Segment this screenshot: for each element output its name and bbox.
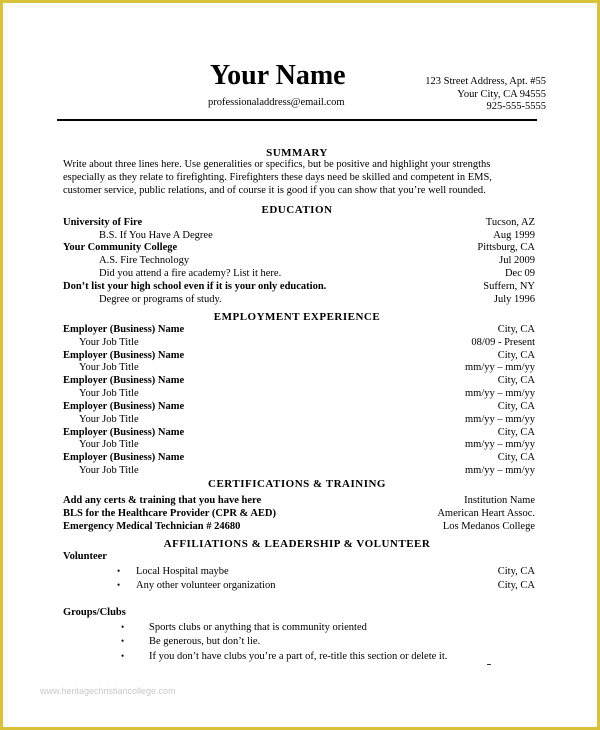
volunteer-location: City, CA: [497, 566, 535, 577]
phone-number: 925-555-5555: [486, 101, 546, 112]
bullet-icon: •: [121, 651, 125, 661]
employment-row: [63, 388, 535, 401]
employment-row: [63, 414, 535, 427]
certification-row: [63, 508, 535, 521]
employer-name: Employer (Business) Name: [63, 324, 185, 335]
volunteer-organization: Any other volunteer organization: [136, 580, 276, 591]
education-degree: Degree or programs of study.: [99, 294, 222, 305]
education-heading: EDUCATION: [261, 204, 333, 216]
job-dates: mm/yy – mm/yy: [464, 465, 535, 476]
education-degree: Did you attend a fire academy? List it here.: [99, 268, 282, 279]
summary-line-1: Write about three lines here. Use generalities or specifics, but be positive and highlight your strengths: [63, 159, 491, 170]
job-dates: 08/09 - Present: [471, 337, 535, 348]
job-title: Your Job Title: [79, 414, 139, 425]
certification-row: [63, 495, 535, 508]
certification-name: Add any certs & training that you have here: [63, 495, 262, 506]
job-dates: mm/yy – mm/yy: [464, 388, 535, 399]
employment-row: [63, 337, 535, 350]
education-school: Your Community College: [63, 242, 178, 253]
bullet-icon: •: [121, 622, 125, 632]
education-date: July 1996: [493, 294, 535, 305]
job-title: Your Job Title: [79, 465, 139, 476]
education-school: University of Fire: [63, 217, 143, 228]
education-row: [63, 255, 535, 268]
employment-row: [63, 401, 535, 414]
education-school: Don’t list your high school even if it is your only education.: [63, 281, 327, 292]
job-dates: mm/yy – mm/yy: [464, 414, 535, 425]
employment-heading: EMPLOYMENT EXPERIENCE: [213, 311, 381, 323]
education-date: Dec 09: [504, 268, 535, 279]
employer-name: Employer (Business) Name: [63, 427, 185, 438]
header-divider: [57, 119, 537, 121]
certification-row: [63, 521, 535, 534]
education-date: Jul 2009: [499, 255, 535, 266]
stray-mark: [487, 664, 491, 665]
job-title: Your Job Title: [79, 388, 139, 399]
city-state-zip: Your City, CA 94555: [457, 89, 546, 100]
certification-name: Emergency Medical Technician # 24680: [63, 521, 241, 532]
employer-name: Employer (Business) Name: [63, 350, 185, 361]
certification-institution: Institution Name: [464, 495, 535, 506]
education-row: [63, 268, 535, 281]
employer-location: City, CA: [497, 375, 535, 386]
group-item: [63, 651, 535, 664]
watermark: www.heritagechristiancollege.com: [40, 686, 176, 696]
employer-location: City, CA: [497, 452, 535, 463]
education-location: Suffern, NY: [483, 281, 535, 292]
education-row: [63, 294, 535, 307]
bullet-icon: •: [121, 636, 125, 646]
employer-location: City, CA: [497, 350, 535, 361]
candidate-name: Your Name: [210, 60, 346, 91]
volunteer-location: City, CA: [497, 580, 535, 591]
employer-location: City, CA: [497, 324, 535, 335]
volunteer-item: [63, 580, 535, 593]
street-address: 123 Street Address, Apt. #55: [425, 76, 546, 87]
education-row: [63, 242, 535, 255]
employment-row: [63, 452, 535, 465]
employer-name: Employer (Business) Name: [63, 375, 185, 386]
employment-row: [63, 324, 535, 337]
employment-row: [63, 439, 535, 452]
group-text: Sports clubs or anything that is community oriented: [149, 622, 367, 633]
email-address: professionaladdress@email.com: [208, 97, 345, 108]
summary-heading: SUMMARY: [266, 147, 328, 159]
employment-row: [63, 375, 535, 388]
education-location: Pittsburg, CA: [477, 242, 535, 253]
education-degree: B.S. If You Have A Degree: [99, 230, 213, 241]
employer-name: Employer (Business) Name: [63, 401, 185, 412]
groups-label: Groups/Clubs: [63, 607, 126, 618]
job-dates: mm/yy – mm/yy: [464, 362, 535, 373]
volunteer-organization: Local Hospital maybe: [136, 566, 229, 577]
education-row: [63, 281, 535, 294]
employer-name: Employer (Business) Name: [63, 452, 185, 463]
job-title: Your Job Title: [79, 337, 139, 348]
bullet-icon: •: [117, 566, 121, 576]
summary-line-3: customer service, public relations, and of course it is good if you can show that you’re well rounded.: [63, 185, 486, 196]
job-dates: mm/yy – mm/yy: [464, 439, 535, 450]
employer-location: City, CA: [497, 401, 535, 412]
group-text: If you don’t have clubs you’re a part of, re-title this section or delete it.: [149, 651, 448, 662]
group-item: [63, 622, 535, 635]
certification-institution: American Heart Assoc.: [437, 508, 535, 519]
summary-line-2: especially as they relate to firefighting. Firefighters these days need be skilled and competent in EMS,: [63, 172, 492, 183]
group-item: [63, 636, 535, 649]
education-row: [63, 217, 535, 230]
job-title: Your Job Title: [79, 362, 139, 373]
employment-row: [63, 362, 535, 375]
employer-location: City, CA: [497, 427, 535, 438]
volunteer-item: [63, 566, 535, 579]
certification-name: BLS for the Healthcare Provider (CPR & AED): [63, 508, 276, 519]
job-title: Your Job Title: [79, 439, 139, 450]
certification-institution: Los Medanos College: [442, 521, 535, 532]
bullet-icon: •: [117, 580, 121, 590]
education-date: Aug 1999: [493, 230, 535, 241]
group-text: Be generous, but don’t lie.: [149, 636, 261, 647]
certifications-heading: CERTIFICATIONS & TRAINING: [208, 478, 386, 490]
employment-row: [63, 465, 535, 478]
affiliations-heading: AFFILIATIONS & LEADERSHIP & VOLUNTEER: [163, 538, 431, 550]
volunteer-label: Volunteer: [63, 551, 107, 562]
education-degree: A.S. Fire Technology: [99, 255, 190, 266]
education-location: Tucson, AZ: [485, 217, 535, 228]
